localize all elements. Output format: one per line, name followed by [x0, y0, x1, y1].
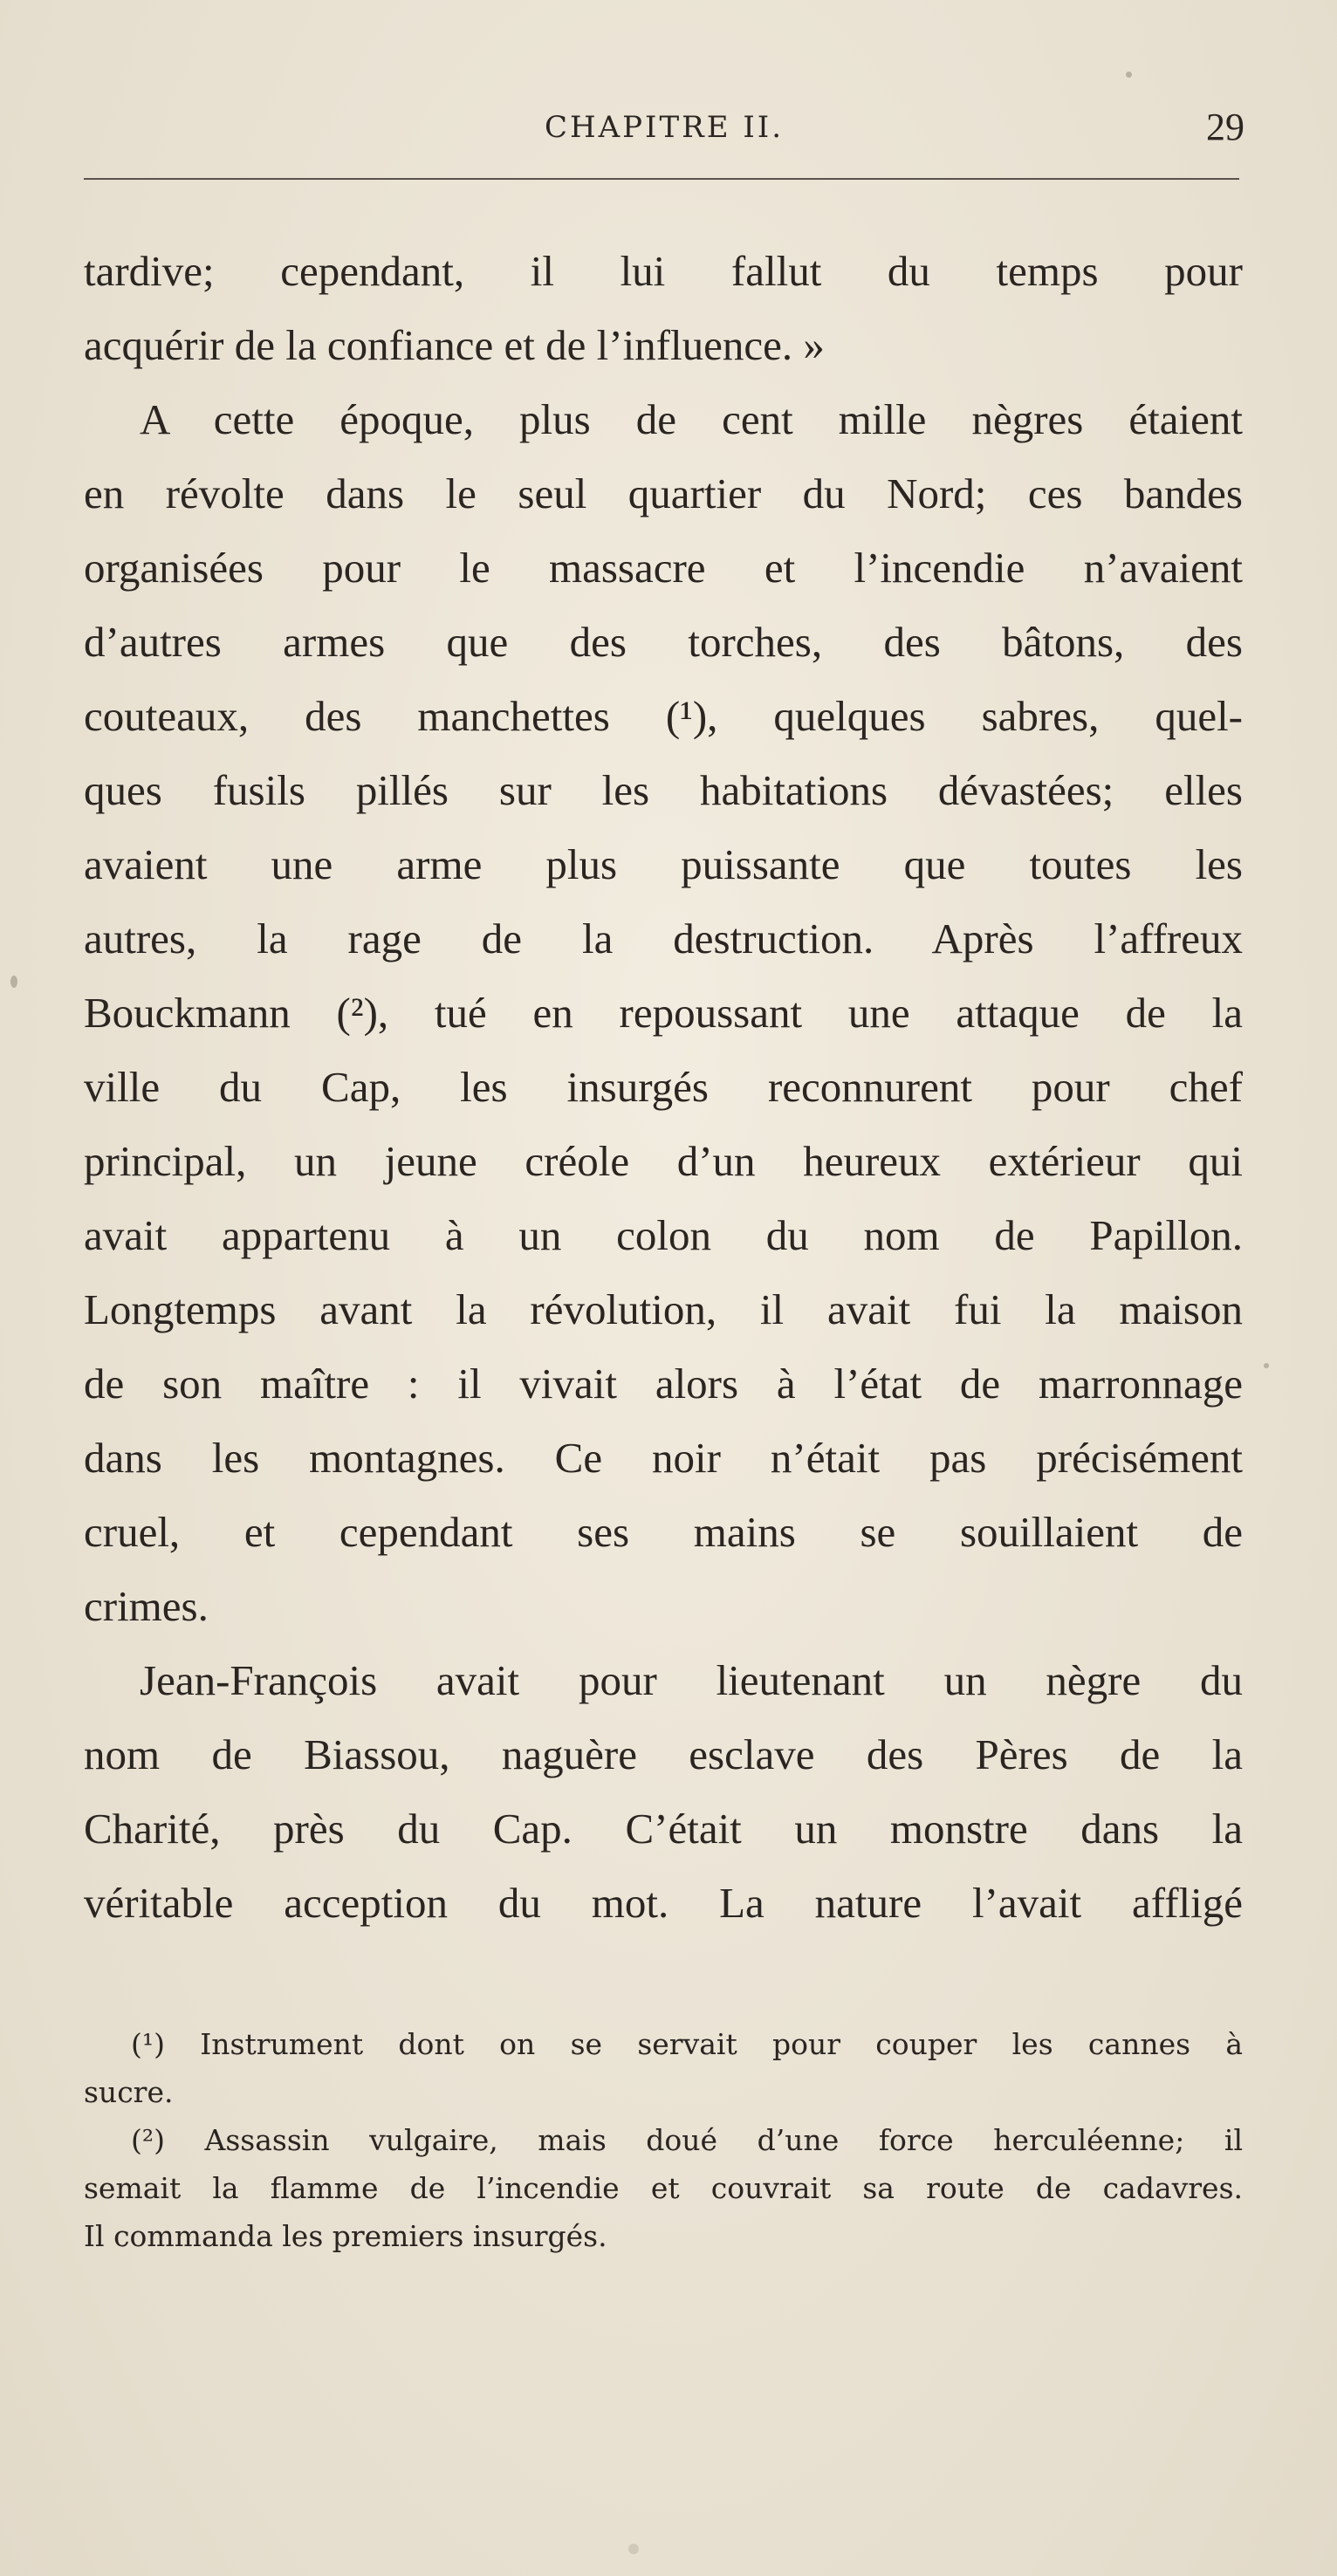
text-line: A cette époque, plus de cent mille nègres étaient — [140, 395, 1243, 443]
text-line: couteaux, des manchettes (¹), quelques sabres, quel- — [84, 692, 1243, 740]
paper-speck — [628, 2544, 639, 2554]
text-line: nom de Biassou, naguère esclave des Pères de la — [84, 1730, 1243, 1778]
chapter-title: CHAPITRE II. — [544, 110, 785, 145]
text-line: véritable acception du mot. La nature l’avait affligé — [84, 1879, 1243, 1927]
footnote-line: (¹) Instrument dont on se servait pour couper les cannes à — [131, 2027, 1243, 2061]
text-line: avait appartenu à un colon du nom de Papillon. — [84, 1211, 1243, 1259]
footnote-line: (²) Assassin vulgaire, mais doué d’une force herculéenne; il — [131, 2123, 1243, 2157]
text-line: crimes. — [84, 1582, 209, 1630]
footnote-line: sucre. — [84, 2075, 174, 2109]
text-line: acquérir de la confiance et de l’influence. » — [84, 321, 825, 369]
text-line: Jean-François avait pour lieutenant un nègre du — [140, 1656, 1243, 1704]
text-line: ques fusils pillés sur les habitations dévastées; elles — [84, 766, 1243, 814]
text-line: tardive; cependant, il lui fallut du temps pour — [84, 247, 1243, 295]
body-text — [84, 234, 1243, 1940]
text-line: Bouckmann (²), tué en repoussant une attaque de la — [84, 989, 1243, 1037]
text-line: dans les montagnes. Ce noir n’était pas précisément — [84, 1434, 1243, 1482]
header-rule — [84, 178, 1239, 180]
paper-speck — [1126, 72, 1132, 78]
page-number: 29 — [1206, 106, 1244, 148]
text-line: Charité, près du Cap. C’était un monstre dans la — [84, 1805, 1243, 1853]
text-line: d’autres armes que des torches, des bâtons, des — [84, 618, 1243, 666]
text-line: en révolte dans le seul quartier du Nord; ces bandes — [84, 469, 1243, 517]
text-line: autres, la rage de la destruction. Après l’affreux — [84, 915, 1243, 963]
text-line: cruel, et cependant ses mains se souillaient de — [84, 1508, 1243, 1556]
text-line: ville du Cap, les insurgés reconnurent pour chef — [84, 1063, 1243, 1111]
footnote-line: semait la flamme de l’incendie et couvrait sa route de cadavres. — [84, 2171, 1243, 2205]
footnotes — [84, 2020, 1243, 2260]
text-line: Longtemps avant la révolution, il avait fui la maison — [84, 1285, 1243, 1333]
text-line: avaient une arme plus puissante que toutes les — [84, 840, 1243, 888]
running-head — [84, 105, 1244, 157]
footnote-line: Il commanda les premiers insurgés. — [84, 2219, 607, 2253]
text-line: principal, un jeune créole d’un heureux extérieur qui — [84, 1137, 1243, 1185]
text-line: de son maître : il vivait alors à l’état de marronnage — [84, 1360, 1243, 1408]
text-line: organisées pour le massacre et l’incendie n’avaient — [84, 544, 1243, 592]
paper-speck — [1264, 1363, 1269, 1368]
paper-speck — [10, 976, 17, 988]
